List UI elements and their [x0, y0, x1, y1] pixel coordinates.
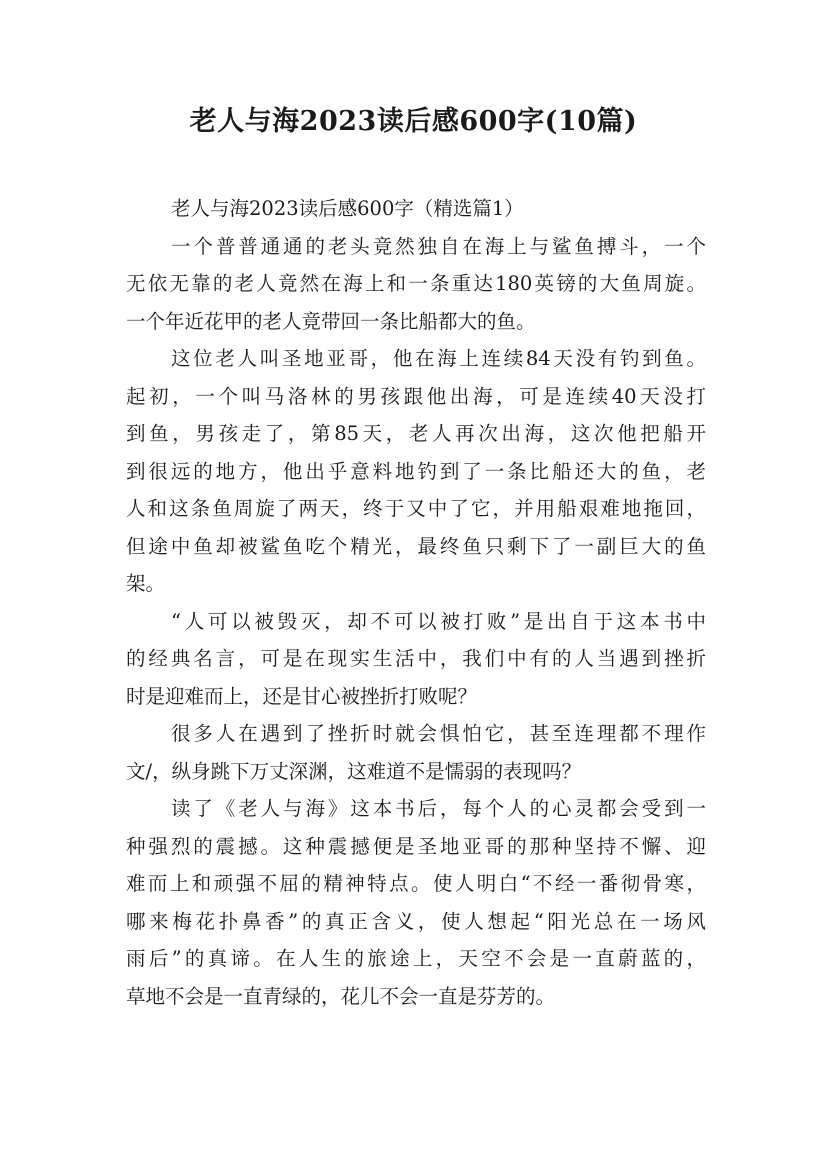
- paragraph-line: 读了《老人与海》这本书后，每个人的心灵都会受到一: [171, 797, 706, 820]
- paragraph-line: 一个普普通通的老头竟然独自在海上与鲨鱼搏斗，一个: [171, 234, 706, 258]
- paragraph-line: 草地不会是一直青绿的，花儿不会一直是芬芳的。: [126, 984, 556, 1008]
- paragraph-line: 架。: [126, 572, 166, 595]
- paragraph-line: 人和这条鱼周旋了两天，终于又中了它，并用船艰难地拖回，: [126, 497, 706, 520]
- paragraph-line: 哪来梅花扑鼻香”的真正含义，使人想起“阳光总在一场风: [126, 909, 706, 933]
- paragraph-line: 起初，一个叫马洛林的男孩跟他出海，可是连续40天没打: [126, 384, 706, 408]
- paragraph-line: 到很远的地方，他出乎意料地钓到了一条比船还大的鱼，老: [126, 459, 706, 483]
- paragraph-line: 但途中鱼却被鲨鱼吃个精光，最终鱼只剩下了一副巨大的鱼: [126, 534, 706, 558]
- paragraph-line: 无依无靠的老人竟然在海上和一条重达180英镑的大鱼周旋。: [126, 272, 706, 295]
- paragraph-line: 的经典名言，可是在现实生活中，我们中有的人当遇到挫折: [126, 647, 706, 670]
- paragraph-line: 时是迎难而上，还是甘心被挫折打败呢？: [126, 684, 478, 708]
- paragraph-line: 种强烈的震撼。这种震撼便是圣地亚哥的那种坚持不懈、迎: [126, 834, 706, 858]
- document-body: [126, 190, 706, 1015]
- paragraph-line: 一个年近花甲的老人竟带回一条比船都大的鱼。: [126, 309, 536, 333]
- paragraph-line: 难而上和顽强不屈的精神特点。使人明白“不经一番彻骨寒，: [126, 872, 706, 895]
- paragraph-line: “人可以被毁灭，却不可以被打败”是出自于这本书中: [171, 609, 706, 633]
- paragraph-line: 雨后”的真谛。在人生的旅途上，天空不会是一直蔚蓝的，: [126, 947, 706, 970]
- section-heading: 老人与海2023读后感600字（精选篇1）: [171, 197, 524, 220]
- paragraph-line: 很多人在遇到了挫折时就会惧怕它，甚至连理都不理作: [171, 722, 706, 745]
- paragraph-line: 这位老人叫圣地亚哥，他在海上连续84天没有钓到鱼。: [171, 347, 706, 370]
- document-title: 老人与海2023读后感600字(10篇): [189, 106, 638, 137]
- paragraph-line: 到鱼，男孩走了，第85天，老人再次出海，这次他把船开: [126, 422, 706, 445]
- paragraph-line: 文/，纵身跳下万丈深渊，这难道不是懦弱的表现吗？: [126, 759, 582, 783]
